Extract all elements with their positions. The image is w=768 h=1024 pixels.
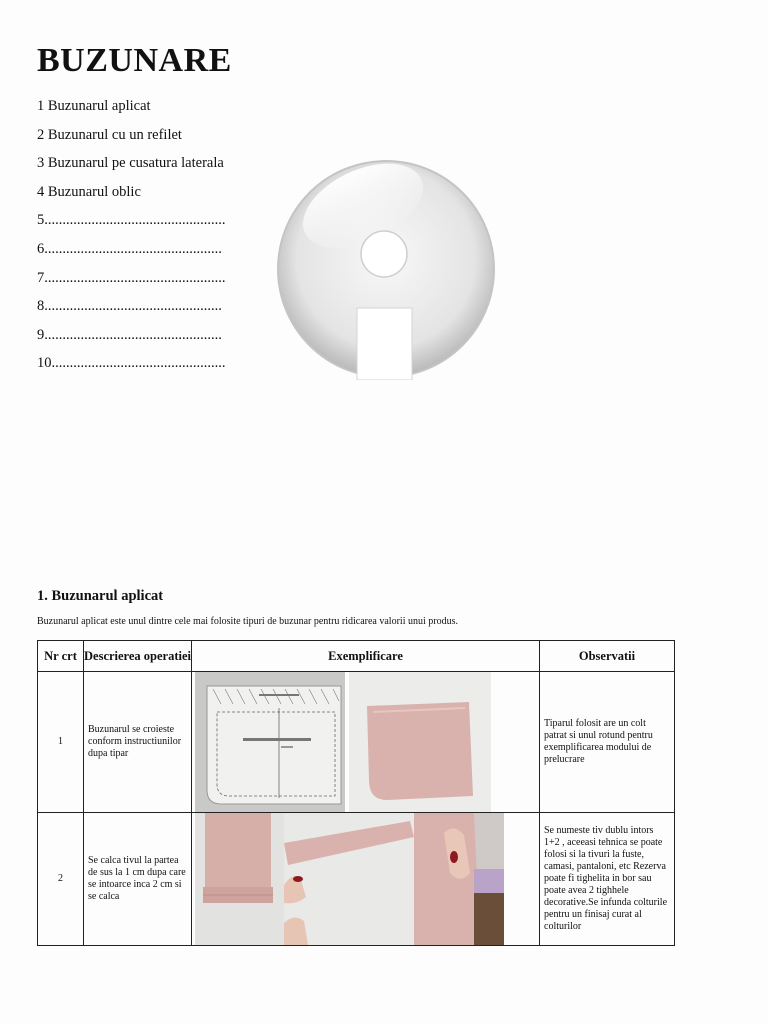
row-number: 1 [38, 672, 84, 813]
table-header-row [38, 641, 675, 672]
toc-item: 4 Buzunarul oblic [37, 183, 141, 200]
row-description: Se calca tivul la partea de sus la 1 cm dupa care se intoarce inca 2 cm si se calca [84, 813, 192, 946]
toc-item: 8................................................. [37, 298, 222, 315]
header-observations: Observatii [540, 641, 675, 672]
section-intro: Buzunarul aplicat este unul dintre cele mai folosite tipuri de buzunar pentru ridicarea valorii unui produs. [37, 616, 458, 627]
glass-logo-watermark [275, 158, 497, 380]
row-observations: Se numeste tiv dublu intors 1+2 , aceeasi tehnica se poate folosi si la tivuri la fuste, camasi, pantaloni, etc Rezerva poate fi tighelita in bor sau poate avea 2 tighhele decorative.Se infunda colturile pentru un finisaj curat al colturilor [540, 813, 675, 946]
toc-item: 6................................................. [37, 240, 222, 257]
table-row [38, 813, 675, 946]
header-example: Exemplificare [192, 641, 540, 672]
folding-hem-photo [284, 813, 414, 945]
toc-item: 9................................................. [37, 326, 222, 343]
toc-item: 5.................................................. [37, 212, 226, 229]
table-row [38, 672, 675, 813]
row-number: 2 [38, 813, 84, 946]
toc-item: 2 Buzunarul cu un refilet [37, 126, 182, 143]
header-description: Descrierea operatiei [84, 641, 192, 672]
table-of-contents [37, 96, 226, 382]
section-title: 1. Buzunarul aplicat [37, 588, 164, 604]
pattern-photo [195, 672, 345, 812]
row-observations: Tiparul folosit are un colt patrat si unul rotund pentru exemplificarea modului de prelucrare [540, 672, 675, 813]
toc-item: 1 Buzunarul aplicat [37, 98, 151, 114]
cut-pocket-fabric-photo [349, 672, 491, 812]
row-example-images [192, 813, 540, 946]
toc-item: 7.................................................. [37, 269, 226, 286]
operations-table [37, 640, 675, 946]
toc-item: 10................................................ [37, 355, 226, 372]
corner-finish-photo [414, 813, 504, 945]
header-nr: Nr crt [38, 641, 84, 672]
row-description: Buzunarul se croieste conform instructiunilor dupa tipar [84, 672, 192, 813]
row-example-images [192, 672, 540, 813]
page-title: BUZUNARE [37, 42, 232, 79]
toc-item: 3 Buzunarul pe cusatura laterala [37, 155, 224, 172]
pressed-hem-photo [195, 813, 284, 945]
